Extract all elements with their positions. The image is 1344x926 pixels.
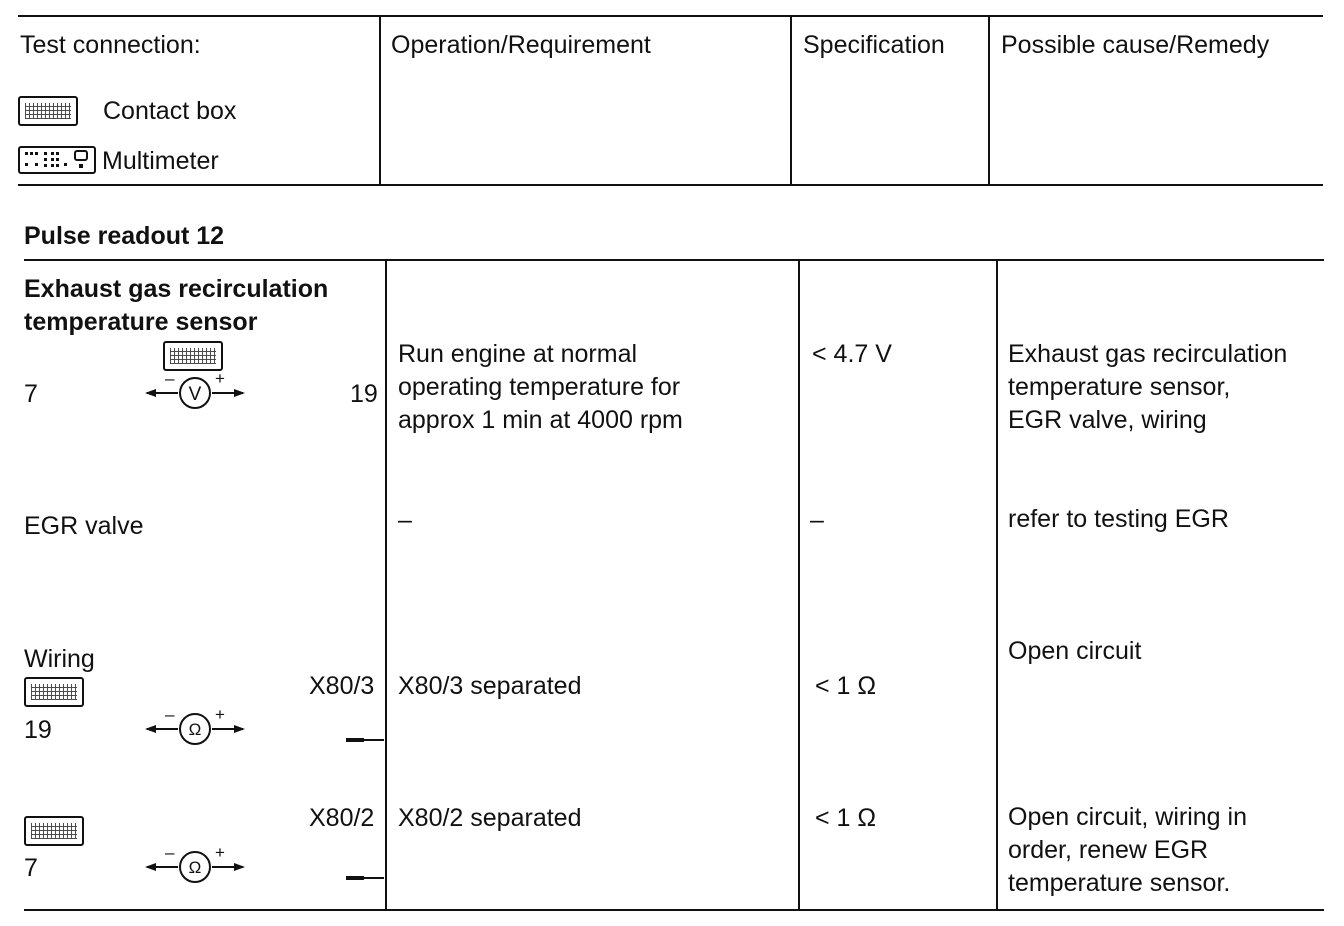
header-operation: Operation/Requirement <box>391 31 651 59</box>
header-divider-1 <box>379 15 381 185</box>
connector-lead <box>364 877 384 879</box>
multimeter-icon <box>18 146 96 174</box>
wiring2-remedy: Open circuit, wiring in order, renew EGR temperature sensor. <box>1008 803 1247 897</box>
voltmeter-probe-icon <box>143 370 247 417</box>
contact-box-icon <box>24 677 84 707</box>
header-multimeter-label: Multimeter <box>102 147 219 175</box>
header-top-rule <box>18 15 1323 17</box>
meter-symbol: Ω <box>188 720 202 739</box>
section-title: Pulse readout 12 <box>24 222 225 250</box>
sensor-spec: < 4.7 V <box>812 340 892 368</box>
header-contact-box-label: Contact box <box>103 97 237 125</box>
header-possible-cause: Possible cause/Remedy <box>1001 31 1270 59</box>
table-divider-2 <box>798 259 800 910</box>
sensor-pin-right: 19 <box>350 380 378 408</box>
connector-lead <box>364 739 384 741</box>
egr-spec: – <box>810 506 824 534</box>
meter-symbol: V <box>188 384 202 405</box>
svg-text:–: – <box>165 370 175 388</box>
meter-symbol: Ω <box>188 858 202 877</box>
table-divider-3 <box>996 259 998 910</box>
egr-operation: – <box>398 506 412 534</box>
separated-connector-icon <box>346 876 364 880</box>
egr-title: EGR valve <box>24 512 144 540</box>
header-specification: Specification <box>803 31 945 59</box>
wiring-title: Wiring <box>24 645 95 673</box>
table-bottom-rule <box>24 909 1324 911</box>
wiring2-connector: X80/2 <box>309 804 375 832</box>
svg-text:–: – <box>165 706 175 724</box>
svg-text:+: + <box>215 370 225 388</box>
header-divider-2 <box>790 15 792 185</box>
table-divider-1 <box>385 259 387 910</box>
wiring1-operation: X80/3 separated <box>398 672 582 700</box>
svg-text:+: + <box>215 706 225 724</box>
wiring2-operation: X80/2 separated <box>398 804 582 832</box>
contact-box-icon <box>18 96 78 126</box>
egr-remedy: refer to testing EGR <box>1008 505 1229 533</box>
ohmmeter-probe-icon <box>143 706 247 753</box>
wiring2-spec: < 1 Ω <box>815 804 877 832</box>
header-bottom-rule <box>18 184 1323 186</box>
contact-box-icon <box>163 341 223 371</box>
separated-connector-icon <box>346 738 364 742</box>
wiring2-pin-left: 7 <box>24 854 38 882</box>
header-test-connection: Test connection: <box>20 31 201 59</box>
sensor-pin-left: 7 <box>24 380 38 408</box>
svg-text:+: + <box>215 844 225 862</box>
svg-text:–: – <box>165 844 175 862</box>
wiring1-pin-left: 19 <box>24 716 52 744</box>
sensor-remedy: Exhaust gas recirculation temperature sensor, EGR valve, wiring <box>1008 340 1288 434</box>
sensor-operation: Run engine at normal operating temperature for approx 1 min at 4000 rpm <box>398 340 683 434</box>
wiring1-connector: X80/3 <box>309 672 375 700</box>
wiring1-remedy: Open circuit <box>1008 637 1142 665</box>
wiring1-spec: < 1 Ω <box>815 672 877 700</box>
table-top-rule <box>24 259 1324 261</box>
contact-box-icon <box>24 816 84 846</box>
sensor-title: Exhaust gas recirculation temperature sensor <box>24 275 329 336</box>
ohmmeter-probe-icon <box>143 844 247 891</box>
header-divider-3 <box>988 15 990 185</box>
